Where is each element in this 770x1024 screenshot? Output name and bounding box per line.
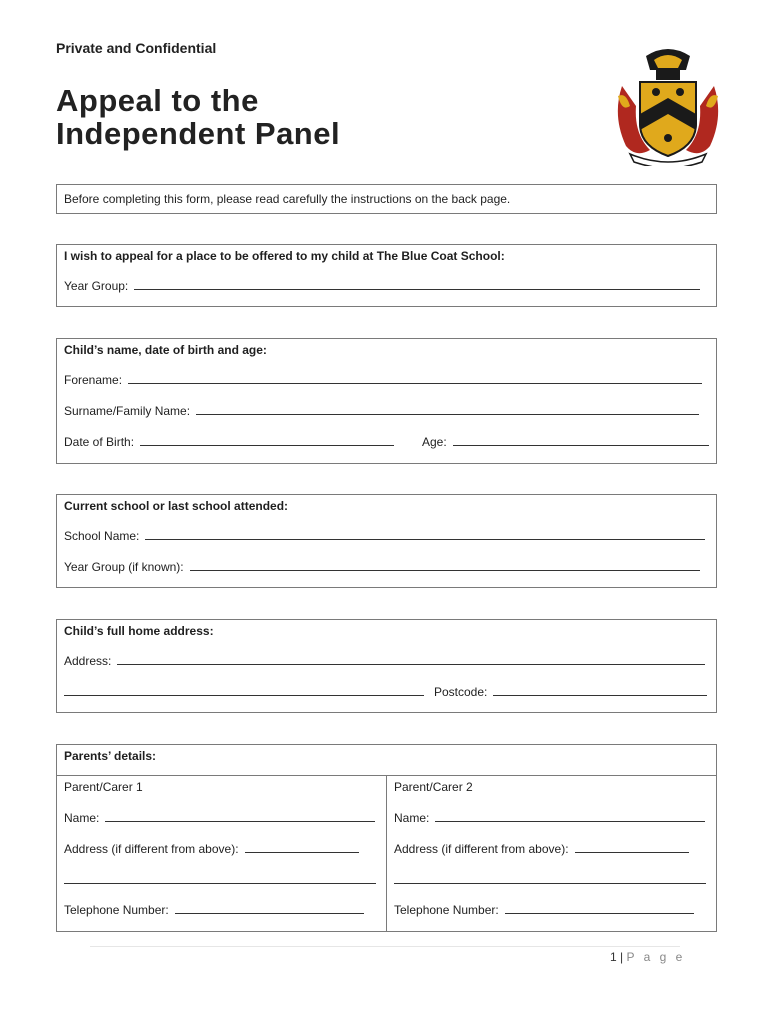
address-line2-field[interactable] (64, 685, 424, 696)
parent2-telephone-row (394, 903, 694, 917)
parent1-address-label: Address (if different from above): (64, 842, 239, 856)
school-name-field[interactable] (145, 529, 705, 540)
surname-row (64, 404, 699, 418)
address-line2-row (64, 685, 424, 699)
school-heading: Current school or last school attended: (64, 499, 289, 513)
parent2-address-row (394, 842, 689, 856)
title-line-2: Independent Panel (56, 116, 341, 151)
forename-field[interactable] (128, 373, 702, 384)
page-separator: | (620, 950, 624, 964)
title-line-1: Appeal to the (56, 83, 259, 118)
postcode-row (434, 685, 707, 699)
child-section (56, 338, 717, 464)
parent2-title: Parent/Carer 2 (394, 780, 473, 794)
page-word: P a g e (626, 950, 686, 964)
page-number-value: 1 (610, 950, 617, 964)
page-number (610, 950, 685, 964)
parent1-address-row (64, 842, 359, 856)
parent2-address-label: Address (if different from above): (394, 842, 569, 856)
age-label: Age: (422, 435, 447, 449)
address-label: Address: (64, 654, 112, 668)
page-title (56, 84, 340, 150)
year-group-row (64, 279, 700, 293)
parent1-title: Parent/Carer 1 (64, 780, 143, 794)
school-crest-icon (612, 46, 724, 166)
age-field[interactable] (453, 435, 709, 446)
parent1-telephone-field[interactable] (175, 903, 364, 914)
confidential-label: Private and Confidential (56, 40, 217, 56)
parent1-name-field[interactable] (105, 811, 375, 822)
footer-rule (90, 946, 680, 947)
dob-row (64, 435, 394, 449)
parent2-name-row (394, 811, 705, 825)
school-name-label: School Name: (64, 529, 140, 543)
surname-label: Surname/Family Name: (64, 404, 191, 418)
parent1-name-label: Name: (64, 811, 100, 825)
parent2-address-line2-row (394, 873, 706, 887)
school-year-label: Year Group (if known): (64, 560, 184, 574)
dob-label: Date of Birth: (64, 435, 135, 449)
instructions-text: Before completing this form, please read carefully the instructions on the back page. (64, 192, 511, 206)
parent1-telephone-label: Telephone Number: (64, 903, 169, 917)
parents-column-divider (386, 775, 387, 931)
parent1-address-line2-field[interactable] (64, 873, 376, 884)
parent1-address-field[interactable] (245, 842, 359, 853)
parent2-telephone-field[interactable] (505, 903, 694, 914)
child-heading: Child’s name, date of birth and age: (64, 343, 267, 357)
dob-field[interactable] (140, 435, 394, 446)
parent1-address-line2-row (64, 873, 376, 887)
forename-row (64, 373, 702, 387)
parent2-name-field[interactable] (435, 811, 705, 822)
instructions-box (56, 184, 717, 214)
parent2-name-label: Name: (394, 811, 430, 825)
parents-section (56, 744, 717, 932)
year-group-label: Year Group: (64, 279, 129, 293)
parent1-telephone-row (64, 903, 364, 917)
address-field[interactable] (117, 654, 705, 665)
surname-field[interactable] (196, 404, 699, 415)
school-section (56, 494, 717, 588)
school-name-row (64, 529, 705, 543)
postcode-field[interactable] (493, 685, 707, 696)
postcode-label: Postcode: (434, 685, 488, 699)
parent2-address-field[interactable] (575, 842, 689, 853)
address-row (64, 654, 705, 668)
parent2-telephone-label: Telephone Number: (394, 903, 499, 917)
address-heading: Child’s full home address: (64, 624, 214, 638)
parent1-name-row (64, 811, 375, 825)
age-row (422, 435, 709, 449)
appeal-heading: I wish to appeal for a place to be offered to my child at The Blue Coat School: (64, 249, 505, 263)
forename-label: Forename: (64, 373, 123, 387)
school-year-row (64, 560, 700, 574)
school-year-field[interactable] (190, 560, 700, 571)
parent2-address-line2-field[interactable] (394, 873, 706, 884)
appeal-section (56, 244, 717, 307)
year-group-field[interactable] (134, 279, 700, 290)
parents-heading: Parents’ details: (64, 749, 157, 763)
address-section (56, 619, 717, 713)
